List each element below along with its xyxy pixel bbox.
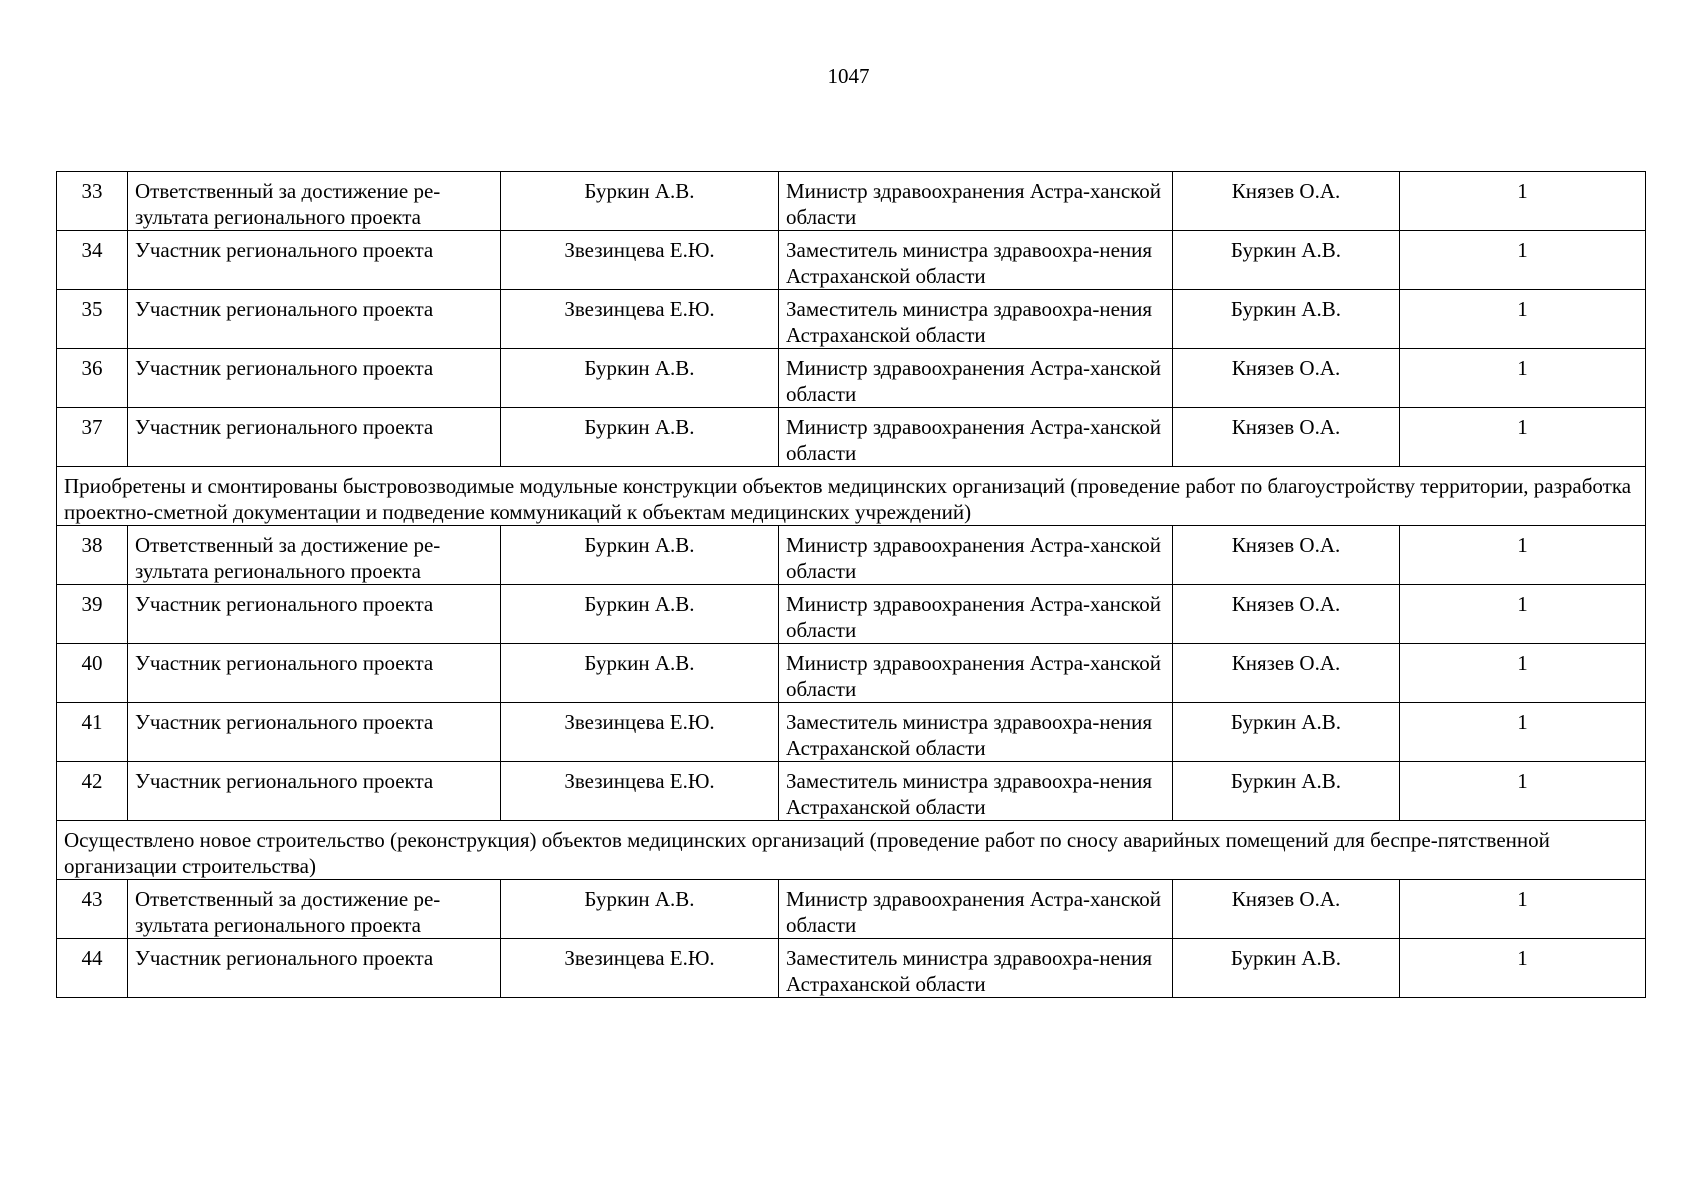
row-number: 43 — [57, 880, 128, 939]
table-row — [57, 703, 1646, 762]
row-number: 41 — [57, 703, 128, 762]
supervisor-position: Министр здравоохранения Астра-ханской области — [779, 349, 1173, 408]
row-number: 33 — [57, 172, 128, 231]
table-row — [57, 880, 1646, 939]
participation-share: 1 — [1400, 939, 1646, 998]
table-row — [57, 644, 1646, 703]
supervisor-name: Князев О.А. — [1173, 526, 1400, 585]
table-row — [57, 408, 1646, 467]
supervisor-position: Министр здравоохранения Астра-ханской области — [779, 408, 1173, 467]
table-row — [57, 585, 1646, 644]
participant-name: Буркин А.В. — [501, 349, 779, 408]
section-header-row — [57, 821, 1646, 880]
supervisor-position: Министр здравоохранения Астра-ханской области — [779, 880, 1173, 939]
table-row — [57, 762, 1646, 821]
section-title: Осуществлено новое строительство (реконструкция) объектов медицинских организаций (проведение работ по сносу аварийных помещений для беспре-пятственной организации строительства) — [57, 821, 1646, 880]
participant-role: Ответственный за достижение ре-зультата регионального проекта — [128, 526, 501, 585]
participation-share: 1 — [1400, 526, 1646, 585]
participant-role: Участник регионального проекта — [128, 644, 501, 703]
participant-name: Буркин А.В. — [501, 172, 779, 231]
participation-share: 1 — [1400, 172, 1646, 231]
row-number: 39 — [57, 585, 128, 644]
participant-role: Участник регионального проекта — [128, 703, 501, 762]
supervisor-name: Князев О.А. — [1173, 172, 1400, 231]
participant-name: Буркин А.В. — [501, 526, 779, 585]
participant-name: Буркин А.В. — [501, 408, 779, 467]
supervisor-position: Министр здравоохранения Астра-ханской области — [779, 585, 1173, 644]
participant-role: Участник регионального проекта — [128, 349, 501, 408]
participant-name: Буркин А.В. — [501, 880, 779, 939]
participant-name: Звезинцева Е.Ю. — [501, 231, 779, 290]
participant-role: Ответственный за достижение ре-зультата регионального проекта — [128, 880, 501, 939]
participant-role: Участник регионального проекта — [128, 939, 501, 998]
supervisor-name: Буркин А.В. — [1173, 290, 1400, 349]
participation-share: 1 — [1400, 703, 1646, 762]
supervisor-position: Министр здравоохранения Астра-ханской области — [779, 644, 1173, 703]
participant-name: Звезинцева Е.Ю. — [501, 939, 779, 998]
participants-table — [56, 171, 1646, 998]
page-number: 1047 — [827, 64, 870, 88]
participation-share: 1 — [1400, 349, 1646, 408]
supervisor-name: Князев О.А. — [1173, 349, 1400, 408]
participation-share: 1 — [1400, 880, 1646, 939]
supervisor-name: Князев О.А. — [1173, 880, 1400, 939]
participant-name: Звезинцева Е.Ю. — [501, 290, 779, 349]
table-row — [57, 290, 1646, 349]
row-number: 36 — [57, 349, 128, 408]
supervisor-name: Князев О.А. — [1173, 408, 1400, 467]
row-number: 44 — [57, 939, 128, 998]
row-number: 38 — [57, 526, 128, 585]
participant-role: Участник регионального проекта — [128, 290, 501, 349]
participant-name: Звезинцева Е.Ю. — [501, 762, 779, 821]
supervisor-position: Министр здравоохранения Астра-ханской области — [779, 526, 1173, 585]
supervisor-name: Князев О.А. — [1173, 585, 1400, 644]
section-header-row — [57, 467, 1646, 526]
participant-name: Буркин А.В. — [501, 644, 779, 703]
participation-share: 1 — [1400, 408, 1646, 467]
supervisor-position: Заместитель министра здравоохра-нения Астраханской области — [779, 939, 1173, 998]
participant-role: Участник регионального проекта — [128, 408, 501, 467]
table-row — [57, 349, 1646, 408]
supervisor-name: Буркин А.В. — [1173, 703, 1400, 762]
supervisor-position: Заместитель министра здравоохра-нения Астраханской области — [779, 703, 1173, 762]
participation-share: 1 — [1400, 644, 1646, 703]
table-body — [57, 172, 1646, 998]
table-row — [57, 939, 1646, 998]
supervisor-name: Князев О.А. — [1173, 644, 1400, 703]
participation-share: 1 — [1400, 231, 1646, 290]
section-title: Приобретены и смонтированы быстровозводимые модульные конструкции объектов медицинских организаций (проведение работ по благоустройству территории, разработка проектно-сметной документации и подведение коммуникаций к объектам медицинских учреждений) — [57, 467, 1646, 526]
table-row — [57, 526, 1646, 585]
participant-name: Звезинцева Е.Ю. — [501, 703, 779, 762]
row-number: 35 — [57, 290, 128, 349]
supervisor-position: Заместитель министра здравоохра-нения Астраханской области — [779, 762, 1173, 821]
table-row — [57, 231, 1646, 290]
supervisor-name: Буркин А.В. — [1173, 762, 1400, 821]
row-number: 40 — [57, 644, 128, 703]
participation-share: 1 — [1400, 762, 1646, 821]
supervisor-name: Буркин А.В. — [1173, 939, 1400, 998]
supervisor-position: Заместитель министра здравоохра-нения Астраханской области — [779, 231, 1173, 290]
participation-share: 1 — [1400, 290, 1646, 349]
participation-share: 1 — [1400, 585, 1646, 644]
row-number: 34 — [57, 231, 128, 290]
participant-name: Буркин А.В. — [501, 585, 779, 644]
participant-role: Участник регионального проекта — [128, 762, 501, 821]
participant-role: Участник регионального проекта — [128, 585, 501, 644]
supervisor-position: Министр здравоохранения Астра-ханской области — [779, 172, 1173, 231]
supervisor-position: Заместитель министра здравоохра-нения Астраханской области — [779, 290, 1173, 349]
row-number: 37 — [57, 408, 128, 467]
supervisor-name: Буркин А.В. — [1173, 231, 1400, 290]
table-row — [57, 172, 1646, 231]
participant-role: Ответственный за достижение ре-зультата регионального проекта — [128, 172, 501, 231]
row-number: 42 — [57, 762, 128, 821]
participant-role: Участник регионального проекта — [128, 231, 501, 290]
